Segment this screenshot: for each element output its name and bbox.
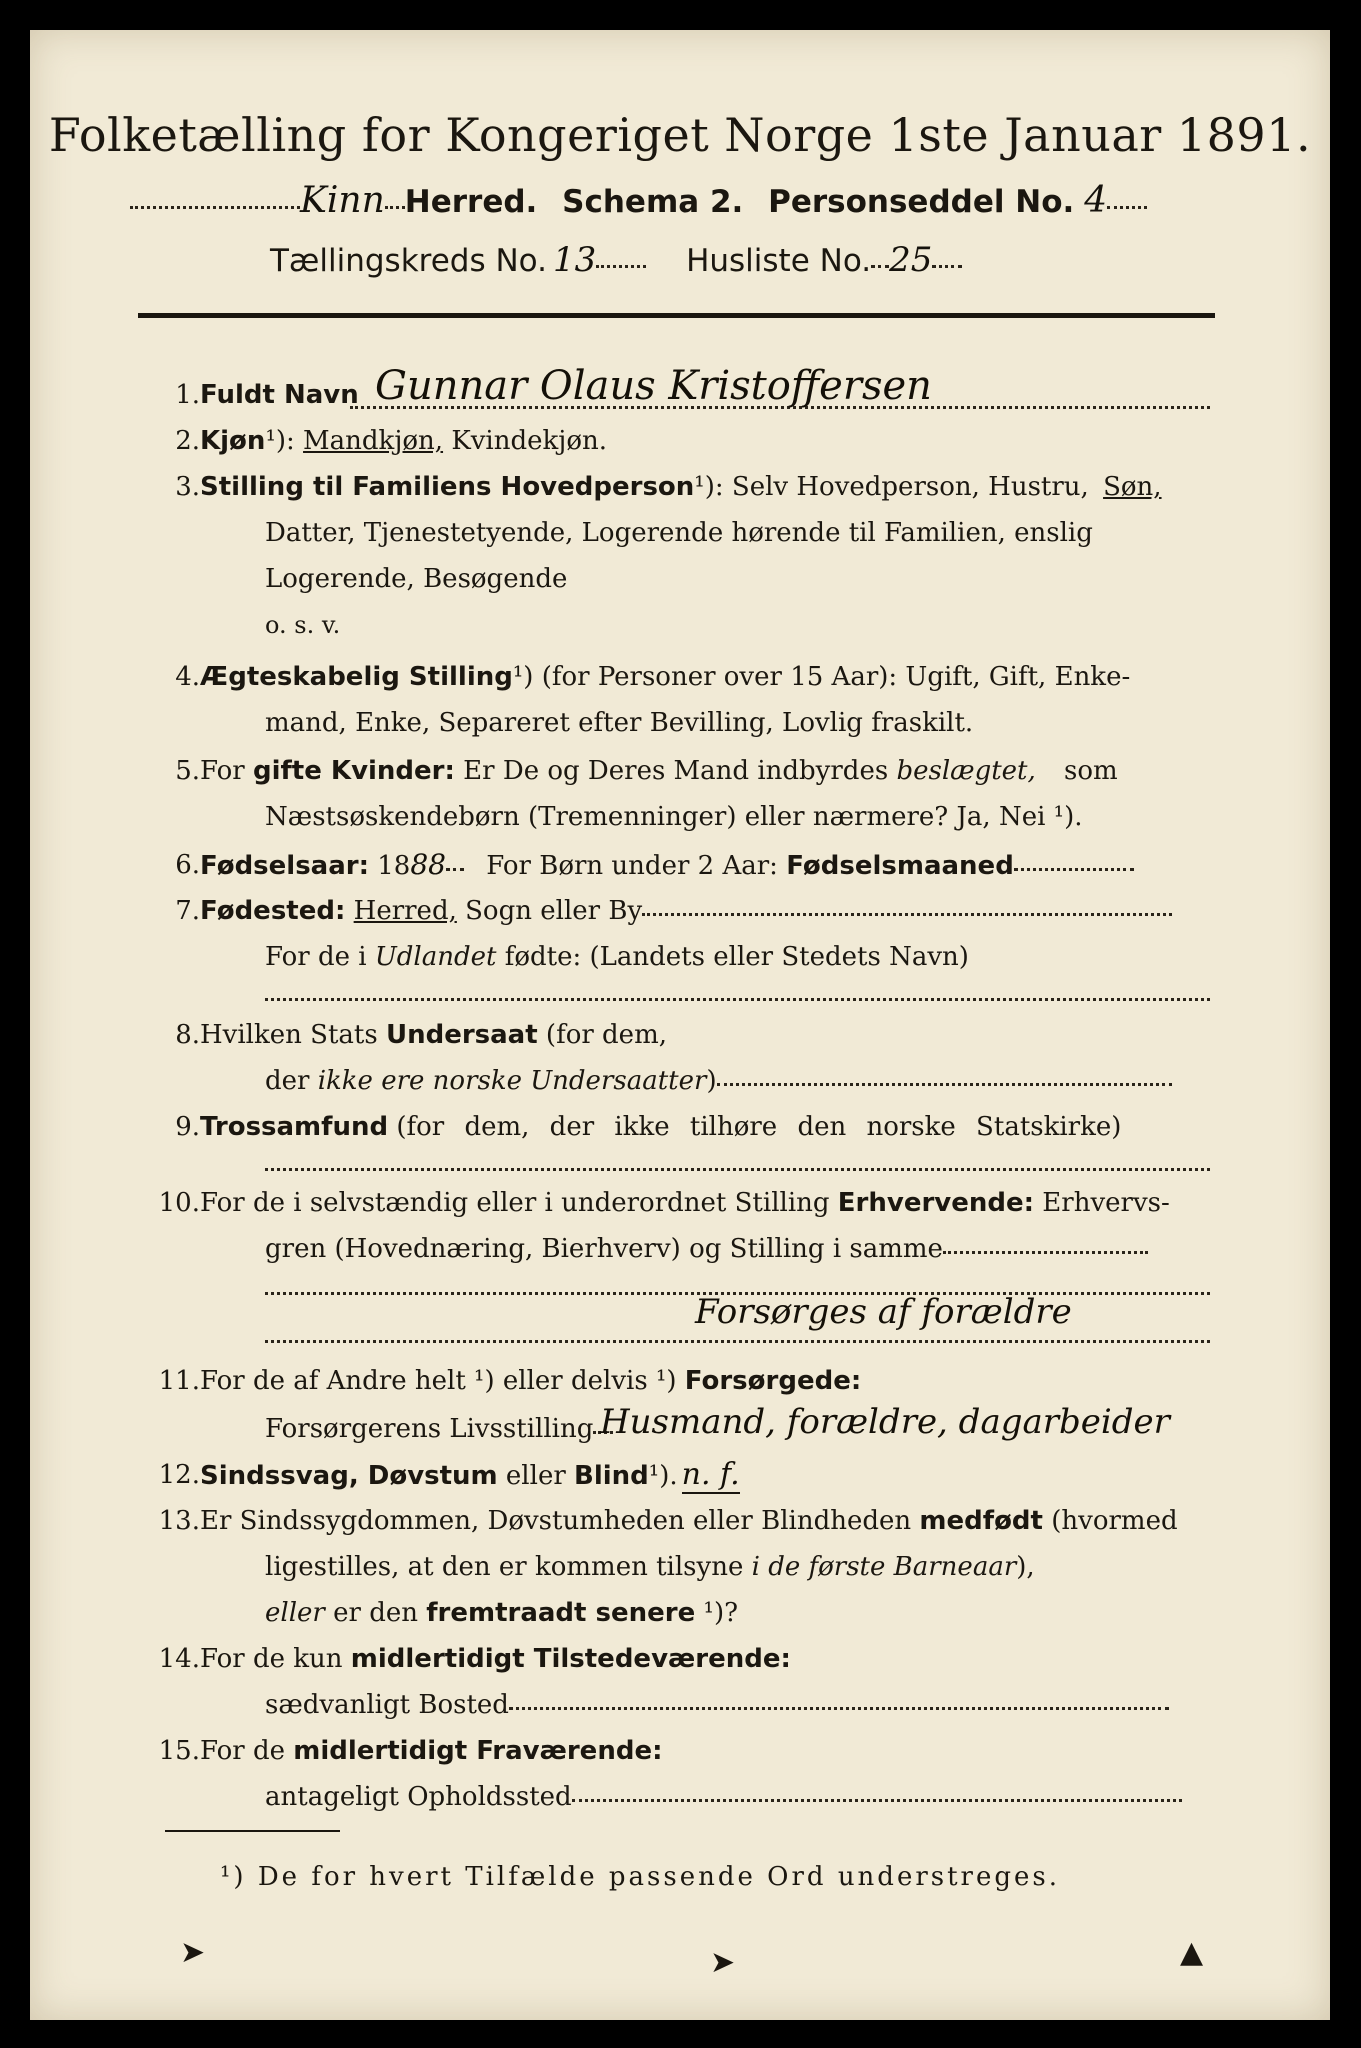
q13-row [200, 1506, 1178, 1536]
q2-sup: ¹ [265, 426, 276, 456]
q8-rest: (for dem, [545, 1020, 667, 1050]
personseddel-label: Personseddel No. [768, 184, 1075, 220]
q2-label: Kjøn [200, 426, 266, 456]
q9-label: Trossamfund [200, 1112, 389, 1142]
q11-line2-text: Forsørgerens Livsstilling [265, 1414, 594, 1444]
q14-dots [509, 1707, 1169, 1710]
q13-line1: Er Sindssygdommen, Døvstumheden eller Blindheden [200, 1506, 912, 1536]
q4-line2: mand, Enke, Separeret efter Bevilling, Lovlig fraskilt. [265, 708, 974, 738]
q10-number: 10. [158, 1188, 200, 1218]
q5-line1: Er De og Deres Mand indbyrdes [463, 756, 889, 786]
q8-number: 8. [175, 1020, 200, 1050]
q7-answer-line [265, 998, 1210, 1001]
q3-row [200, 472, 1162, 502]
q9-answer-line [265, 1168, 1210, 1171]
q7-line2-rest: fødte: (Landets eller Stedets Navn) [504, 942, 969, 972]
q10-occupation-value: Forsørges af forældre [695, 1292, 1072, 1332]
q11-number: 11. [158, 1366, 200, 1396]
q2-option-mandkjon: Mandkjøn, [303, 426, 444, 456]
personseddel-dots [1107, 206, 1147, 209]
q4-number: 4. [175, 662, 200, 692]
q14-row [200, 1644, 791, 1674]
q1-name-value: Gunnar Olaus Kristoffersen [375, 363, 932, 409]
q15-label: midlertidigt Fraværende: [293, 1736, 663, 1766]
q10-row [200, 1188, 1170, 1218]
q6-prefix: 18 [377, 851, 411, 881]
husliste-label: Husliste No. [686, 243, 872, 279]
q11-provider-value: Husmand, forældre, dagarbeider [600, 1402, 1170, 1442]
herred-trailing-dots [385, 206, 405, 209]
q13-line2 [265, 1552, 1035, 1582]
q5-line1-end: som [1064, 756, 1118, 786]
footnote: ¹) De for hvert Tilfælde passende Ord understreges. [220, 1862, 1061, 1892]
kreds-value: 13 [552, 240, 597, 280]
q9-row [200, 1112, 1121, 1142]
q7-line2 [265, 942, 969, 972]
q13-line2-end: ), [1016, 1552, 1035, 1582]
q11-label: Forsørgede: [684, 1366, 862, 1396]
q11-line2 [265, 1414, 613, 1444]
kreds-label: Tællingskreds No. [270, 243, 547, 279]
q11-line1: For de af Andre helt ¹) eller delvis ¹) [200, 1366, 677, 1396]
q13-line3 [265, 1598, 738, 1628]
q15-dots [572, 1799, 1182, 1802]
q4-sup: ¹ [512, 662, 524, 692]
census-form-page [30, 30, 1330, 2020]
q12-value: n. f. [681, 1457, 740, 1492]
q8-line2 [265, 1066, 1172, 1096]
schema-label: Schema 2. [562, 184, 744, 220]
q6-year-dots [446, 868, 464, 871]
q14-line2 [265, 1690, 1169, 1720]
q15-pre: For de [200, 1736, 285, 1766]
q14-label: midlertidigt Tilstedeværende: [350, 1644, 791, 1674]
q3-line1: ): Selv Hovedperson, Hustru, [704, 472, 1089, 502]
q9-number: 9. [175, 1112, 200, 1142]
q3-number: 3. [175, 472, 200, 502]
q5-number: 5. [175, 756, 200, 786]
q10-line1-end: Erhvervs- [1042, 1188, 1170, 1218]
q4-line1: ) (for Personer over 15 Aar): Ugift, Gift, Enke- [523, 662, 1131, 692]
q11-row [200, 1366, 861, 1396]
kreds-row [270, 240, 962, 280]
q6-year-value: 88 [410, 848, 446, 881]
kreds-dots [596, 265, 646, 268]
q8-line2-italic: ikke ere norske Undersaatter [317, 1066, 707, 1096]
q8-dots [717, 1083, 1172, 1086]
q9-rest: (for dem, der ikke tilhøre den norske Statskirke) [396, 1112, 1122, 1142]
husliste-dots [871, 265, 889, 268]
q15-row [200, 1736, 662, 1766]
q7-line2-pre: For de i [265, 942, 367, 972]
q15-line2-text: antageligt Opholdssted [265, 1782, 572, 1812]
herred-leader-dots [130, 206, 300, 209]
q5-label: gifte Kvinder: [252, 756, 455, 786]
q3-line3: Logerende, Besøgende [265, 564, 568, 594]
q5-pre: For [200, 756, 245, 786]
q2-row [200, 426, 607, 456]
q8-line2-pre: der [265, 1066, 310, 1096]
q4-row [200, 662, 1130, 692]
q15-number: 15. [158, 1736, 200, 1766]
q8-row [200, 1020, 667, 1050]
q3-line4: o. s. v. [265, 611, 341, 639]
q6-mid: For Børn under 2 Aar: [486, 851, 778, 881]
footnote-rule [165, 1830, 340, 1832]
q7-row [200, 896, 1172, 926]
q10-line2-text: gren (Hovednæring, Bierhverv) og Stilling i samme [265, 1234, 943, 1264]
q6-label: Fødselsaar: [200, 851, 369, 881]
q6-month-dots [1014, 868, 1134, 871]
header-rule [138, 313, 1215, 318]
q13-line3-mid: er den [333, 1598, 418, 1628]
q14-line2-text: sædvanligt Bosted [265, 1690, 509, 1720]
q3-label: Stilling til Familiens Hovedperson [200, 472, 695, 502]
herred-label: Herred. [404, 184, 538, 220]
q2-number: 2. [175, 426, 200, 456]
q7-number: 7. [175, 896, 200, 926]
herred-value: Kinn [300, 180, 385, 221]
q13-label: medfødt [919, 1506, 1043, 1536]
q7-line2-italic: Udlandet [374, 942, 497, 972]
q10-line2 [265, 1234, 1148, 1264]
q3-line2: Datter, Tjenestetyende, Logerende hørende til Familien, enslig [265, 518, 1093, 548]
q3-sup: ¹ [694, 472, 705, 502]
q1-number: 1. [175, 380, 200, 410]
q12-label2: Blind [574, 1461, 649, 1491]
q8-line2-end: ) [706, 1066, 717, 1096]
form-title: Folketælling for Kongeriget Norge 1ste Januar 1891. [48, 108, 1312, 162]
q5-row [200, 756, 1118, 786]
q2-option-kvindekjon: Kvindekjøn. [451, 426, 607, 456]
q8-pre: Hvilken Stats [200, 1020, 378, 1050]
q13-line2-pre: ligestilles, at den er kommen tilsyne [265, 1552, 744, 1582]
q10-answer-line-2 [265, 1340, 1210, 1343]
q7-option-herred: Herred, [353, 896, 457, 926]
q13-line3-bold: fremtraadt senere [426, 1598, 696, 1628]
q1-label: Fuldt Navn [200, 380, 359, 410]
q10-line2-dots [943, 1251, 1148, 1254]
q12-mid: eller [505, 1461, 566, 1491]
q5-line2: Næstsøskendebørn (Tremenninger) eller nærmere? Ja, Nei ¹). [265, 802, 1083, 832]
q12-number: 12. [158, 1460, 200, 1490]
q12-label: Sindssvag, Døvstum [200, 1461, 498, 1491]
q3-option-son: Søn, [1103, 472, 1162, 502]
binding-mark-right: ▲ [1180, 1935, 1204, 1970]
q7-label: Fødested: [200, 896, 346, 926]
q13-number: 13. [158, 1506, 200, 1536]
q14-number: 14. [158, 1644, 200, 1674]
q14-pre: For de kun [200, 1644, 343, 1674]
husliste-trailing-dots [932, 265, 962, 268]
binding-mark-center: ➤ [710, 1945, 736, 1980]
q13-line3-italic: eller [265, 1598, 325, 1628]
q13-line3-end: ¹)? [703, 1598, 739, 1628]
q6-label2: Fødselsmaaned [786, 851, 1014, 881]
q1-row [200, 380, 359, 410]
herred-row [130, 180, 1147, 221]
q6-row [200, 850, 1134, 881]
q12-row [200, 1457, 740, 1492]
q7-rest: Sogn eller By [465, 896, 643, 926]
q10-label: Erhvervende: [837, 1188, 1035, 1218]
q2-rest: ): [275, 426, 295, 456]
q13-line1-end: (hvormed [1051, 1506, 1178, 1536]
personseddel-value: 4 [1084, 180, 1108, 221]
q5-italic: beslægtet, [896, 756, 1036, 786]
q8-label: Undersaat [385, 1020, 538, 1050]
binding-mark-left: ➤ [180, 1935, 206, 1970]
q12-rest: ¹). [648, 1461, 678, 1491]
q13-line2-italic: i de første Barneaar [751, 1552, 1017, 1582]
q7-dots [642, 913, 1172, 916]
q10-line1: For de i selvstændig eller i underordnet Stilling [200, 1188, 830, 1218]
q4-label: Ægteskabelig Stilling [200, 662, 513, 692]
q15-line2 [265, 1782, 1182, 1812]
q6-number: 6. [175, 850, 200, 880]
husliste-value: 25 [889, 240, 933, 280]
